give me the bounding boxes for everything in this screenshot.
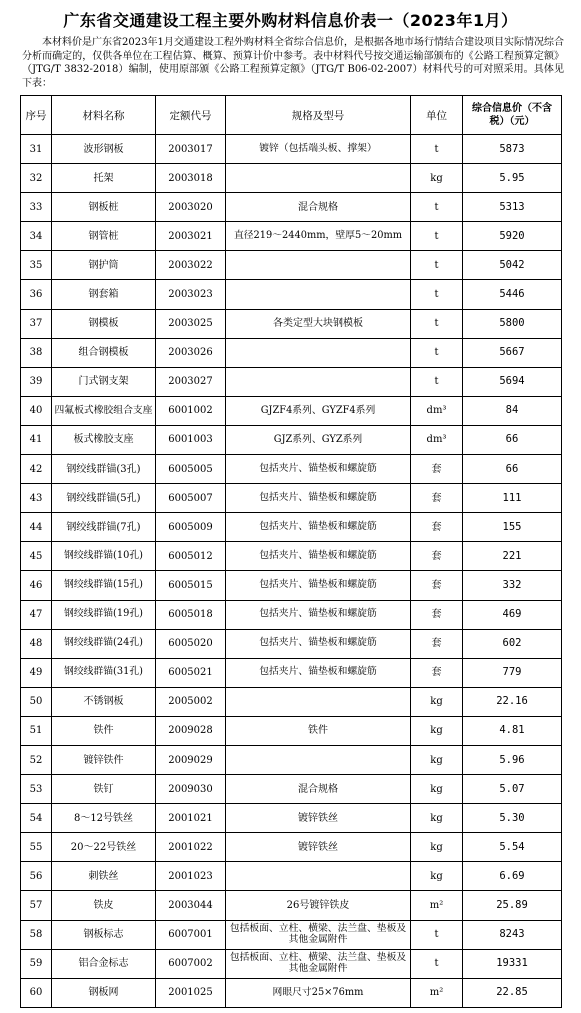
header-spec: 规格及型号 xyxy=(226,96,411,135)
cell-unit: t xyxy=(411,251,463,280)
cell-spec: 镀锌（包括端头板、撑架） xyxy=(226,135,411,164)
cell-spec: 包括夹片、锚垫板和螺旋筋 xyxy=(226,658,411,687)
cell-spec: 混合规格 xyxy=(226,193,411,222)
cell-price: 5042 xyxy=(463,251,562,280)
cell-index: 41 xyxy=(21,425,52,454)
cell-spec xyxy=(226,367,411,396)
cell-material-name: 不锈钢板 xyxy=(52,687,156,716)
cell-spec xyxy=(226,745,411,774)
table-row xyxy=(21,862,562,891)
cell-price: 221 xyxy=(463,542,562,571)
cell-unit: 套 xyxy=(411,600,463,629)
cell-unit: 套 xyxy=(411,513,463,542)
cell-unit: t xyxy=(411,338,463,367)
cell-price: 332 xyxy=(463,571,562,600)
table-row xyxy=(21,687,562,716)
cell-code: 6005018 xyxy=(156,600,226,629)
cell-code: 6005009 xyxy=(156,513,226,542)
table-row xyxy=(21,367,562,396)
table-row xyxy=(21,891,562,920)
cell-material-name: 钢套箱 xyxy=(52,280,156,309)
cell-unit: 套 xyxy=(411,455,463,484)
cell-material-name: 钢板标志 xyxy=(52,920,156,949)
cell-index: 60 xyxy=(21,978,52,1007)
cell-material-name: 钢板网 xyxy=(52,978,156,1007)
cell-unit: t xyxy=(411,920,463,949)
cell-price: 5873 xyxy=(463,135,562,164)
cell-price: 19331 xyxy=(463,949,562,978)
cell-material-name: 钢管桩 xyxy=(52,222,156,251)
cell-price: 66 xyxy=(463,455,562,484)
cell-price: 779 xyxy=(463,658,562,687)
cell-unit: kg xyxy=(411,775,463,804)
table-row xyxy=(21,164,562,193)
table-row xyxy=(21,920,562,949)
cell-index: 52 xyxy=(21,745,52,774)
table-row xyxy=(21,135,562,164)
cell-material-name: 波形钢板 xyxy=(52,135,156,164)
cell-price: 111 xyxy=(463,484,562,513)
cell-material-name: 钢绞线群锚(5孔) xyxy=(52,484,156,513)
cell-index: 51 xyxy=(21,716,52,745)
cell-price: 602 xyxy=(463,629,562,658)
cell-spec: 26号镀锌铁皮 xyxy=(226,891,411,920)
cell-price: 22.16 xyxy=(463,687,562,716)
cell-index: 47 xyxy=(21,600,52,629)
header-name: 材料名称 xyxy=(52,96,156,135)
table-row xyxy=(21,309,562,338)
cell-material-name: 钢板桩 xyxy=(52,193,156,222)
cell-spec: 包括夹片、锚垫板和螺旋筋 xyxy=(226,571,411,600)
cell-material-name: 铁钉 xyxy=(52,775,156,804)
cell-price: 5800 xyxy=(463,309,562,338)
cell-code: 2009030 xyxy=(156,775,226,804)
cell-price: 5446 xyxy=(463,280,562,309)
cell-spec xyxy=(226,862,411,891)
cell-code: 2003021 xyxy=(156,222,226,251)
cell-code: 2003020 xyxy=(156,193,226,222)
cell-price: 84 xyxy=(463,396,562,425)
cell-material-name: 钢护筒 xyxy=(52,251,156,280)
cell-unit: t xyxy=(411,280,463,309)
cell-index: 33 xyxy=(21,193,52,222)
cell-price: 4.81 xyxy=(463,716,562,745)
cell-price: 22.85 xyxy=(463,978,562,1007)
cell-spec: 包括夹片、锚垫板和螺旋筋 xyxy=(226,484,411,513)
cell-index: 44 xyxy=(21,513,52,542)
cell-code: 6001002 xyxy=(156,396,226,425)
table-row xyxy=(21,513,562,542)
cell-unit: t xyxy=(411,222,463,251)
cell-spec: 包括夹片、锚垫板和螺旋筋 xyxy=(226,542,411,571)
cell-code: 6005021 xyxy=(156,658,226,687)
cell-spec: 包括板面、立柱、横梁、法兰盘、垫板及其他金属附件 xyxy=(226,949,411,978)
cell-spec: 镀锌铁丝 xyxy=(226,804,411,833)
cell-material-name: 钢绞线群锚(15孔) xyxy=(52,571,156,600)
cell-index: 36 xyxy=(21,280,52,309)
cell-material-name: 20～22号铁丝 xyxy=(52,833,156,862)
cell-index: 59 xyxy=(21,949,52,978)
cell-code: 6005012 xyxy=(156,542,226,571)
cell-index: 32 xyxy=(21,164,52,193)
cell-index: 56 xyxy=(21,862,52,891)
cell-material-name: 镀锌铁件 xyxy=(52,745,156,774)
cell-index: 49 xyxy=(21,658,52,687)
cell-index: 34 xyxy=(21,222,52,251)
intro-paragraph: 本材料价是广东省2023年1月交通建设工程外购材料全省综合信息价，是根据各地市场行情结合建设项目实际情况综合分析而确定的，仅供各单位在工程估算、概算、预算计价中参考。表中材料代号按交通运输部颁布的《公路工程预算定额》（JTG/T 3832-2018）编制，使用原部颁《公路工程预算定额》（JTG/T B06-02-2007）材料代号的可对照采用。具体见下表： xyxy=(22,37,564,89)
cell-spec: GJZ系列、GYZ系列 xyxy=(226,425,411,454)
cell-unit: dm³ xyxy=(411,425,463,454)
cell-index: 42 xyxy=(21,455,52,484)
cell-index: 53 xyxy=(21,775,52,804)
cell-code: 2001022 xyxy=(156,833,226,862)
table-row xyxy=(21,280,562,309)
cell-material-name: 钢绞线群锚(31孔) xyxy=(52,658,156,687)
cell-material-name: 铁件 xyxy=(52,716,156,745)
cell-material-name: 铁皮 xyxy=(52,891,156,920)
table-row xyxy=(21,251,562,280)
cell-index: 57 xyxy=(21,891,52,920)
table-row xyxy=(21,716,562,745)
table-row xyxy=(21,745,562,774)
cell-price: 5313 xyxy=(463,193,562,222)
cell-spec xyxy=(226,338,411,367)
cell-code: 6005020 xyxy=(156,629,226,658)
table-row xyxy=(21,629,562,658)
cell-spec xyxy=(226,164,411,193)
table-row xyxy=(21,978,562,1007)
table-row xyxy=(21,338,562,367)
table-row xyxy=(21,484,562,513)
table-row xyxy=(21,193,562,222)
cell-price: 5.96 xyxy=(463,745,562,774)
cell-unit: kg xyxy=(411,745,463,774)
cell-code: 2003022 xyxy=(156,251,226,280)
cell-unit: kg xyxy=(411,862,463,891)
cell-code: 2009029 xyxy=(156,745,226,774)
cell-material-name: 钢绞线群锚(19孔) xyxy=(52,600,156,629)
cell-price: 8243 xyxy=(463,920,562,949)
cell-code: 2005002 xyxy=(156,687,226,716)
table-row xyxy=(21,804,562,833)
cell-code: 2001025 xyxy=(156,978,226,1007)
cell-spec: 铁件 xyxy=(226,716,411,745)
table-row xyxy=(21,455,562,484)
cell-spec: 网眼尺寸25×76mm xyxy=(226,978,411,1007)
cell-code: 2003025 xyxy=(156,309,226,338)
cell-spec: 包括夹片、锚垫板和螺旋筋 xyxy=(226,600,411,629)
cell-index: 50 xyxy=(21,687,52,716)
cell-material-name: 板式橡胶支座 xyxy=(52,425,156,454)
cell-spec: 包括夹片、锚垫板和螺旋筋 xyxy=(226,513,411,542)
cell-index: 43 xyxy=(21,484,52,513)
cell-material-name: 铝合金标志 xyxy=(52,949,156,978)
cell-code: 2009028 xyxy=(156,716,226,745)
cell-code: 2003027 xyxy=(156,367,226,396)
cell-index: 48 xyxy=(21,629,52,658)
cell-unit: dm³ xyxy=(411,396,463,425)
cell-index: 39 xyxy=(21,367,52,396)
cell-code: 2003026 xyxy=(156,338,226,367)
cell-material-name: 托架 xyxy=(52,164,156,193)
cell-price: 5667 xyxy=(463,338,562,367)
table-row xyxy=(21,571,562,600)
cell-code: 6005005 xyxy=(156,455,226,484)
page-title: 广东省交通建设工程主要外购材料信息价表一（2023年1月） xyxy=(63,11,518,30)
cell-unit: t xyxy=(411,367,463,396)
price-table xyxy=(20,95,562,1008)
cell-code: 2003044 xyxy=(156,891,226,920)
cell-spec xyxy=(226,251,411,280)
cell-price: 66 xyxy=(463,425,562,454)
cell-index: 35 xyxy=(21,251,52,280)
cell-price: 5.30 xyxy=(463,804,562,833)
cell-index: 31 xyxy=(21,135,52,164)
cell-index: 55 xyxy=(21,833,52,862)
table-row xyxy=(21,658,562,687)
cell-unit: t xyxy=(411,135,463,164)
cell-material-name: 钢绞线群锚(3孔) xyxy=(52,455,156,484)
cell-price: 5.07 xyxy=(463,775,562,804)
table-row xyxy=(21,425,562,454)
cell-material-name: 组合钢模板 xyxy=(52,338,156,367)
header-code: 定额代号 xyxy=(156,96,226,135)
cell-unit: t xyxy=(411,193,463,222)
cell-code: 2003023 xyxy=(156,280,226,309)
cell-code: 2003017 xyxy=(156,135,226,164)
cell-price: 5920 xyxy=(463,222,562,251)
table-row xyxy=(21,222,562,251)
cell-index: 38 xyxy=(21,338,52,367)
cell-spec: 镀锌铁丝 xyxy=(226,833,411,862)
cell-spec: 包括夹片、锚垫板和螺旋筋 xyxy=(226,455,411,484)
cell-code: 2001023 xyxy=(156,862,226,891)
cell-spec: 各类定型大块钢模板 xyxy=(226,309,411,338)
cell-material-name: 8～12号铁丝 xyxy=(52,804,156,833)
cell-index: 37 xyxy=(21,309,52,338)
cell-code: 2001021 xyxy=(156,804,226,833)
cell-price: 5.95 xyxy=(463,164,562,193)
cell-index: 54 xyxy=(21,804,52,833)
header-unit: 单位 xyxy=(411,96,463,135)
cell-unit: kg xyxy=(411,687,463,716)
cell-index: 46 xyxy=(21,571,52,600)
cell-index: 40 xyxy=(21,396,52,425)
cell-unit: 套 xyxy=(411,484,463,513)
cell-spec xyxy=(226,687,411,716)
table-row xyxy=(21,542,562,571)
cell-index: 45 xyxy=(21,542,52,571)
cell-unit: kg xyxy=(411,833,463,862)
table-header-row xyxy=(21,96,562,135)
cell-price: 25.89 xyxy=(463,891,562,920)
cell-code: 6007002 xyxy=(156,949,226,978)
cell-code: 2003018 xyxy=(156,164,226,193)
cell-unit: kg xyxy=(411,804,463,833)
cell-unit: t xyxy=(411,949,463,978)
cell-spec: 包括夹片、锚垫板和螺旋筋 xyxy=(226,629,411,658)
cell-price: 5694 xyxy=(463,367,562,396)
cell-spec: 直径219～2440mm，壁厚5～20mm xyxy=(226,222,411,251)
cell-unit: kg xyxy=(411,716,463,745)
cell-unit: 套 xyxy=(411,629,463,658)
cell-price: 6.69 xyxy=(463,862,562,891)
table-row xyxy=(21,396,562,425)
cell-code: 6007001 xyxy=(156,920,226,949)
cell-material-name: 钢模板 xyxy=(52,309,156,338)
cell-spec: GJZF4系列、GYZF4系列 xyxy=(226,396,411,425)
cell-spec: 包括板面、立柱、横梁、法兰盘、垫板及其他金属附件 xyxy=(226,920,411,949)
table-row xyxy=(21,949,562,978)
cell-unit: 套 xyxy=(411,542,463,571)
cell-material-name: 钢绞线群锚(7孔) xyxy=(52,513,156,542)
cell-index: 58 xyxy=(21,920,52,949)
cell-material-name: 刺铁丝 xyxy=(52,862,156,891)
table-row xyxy=(21,775,562,804)
cell-code: 6005015 xyxy=(156,571,226,600)
cell-spec: 混合规格 xyxy=(226,775,411,804)
table-row xyxy=(21,600,562,629)
cell-material-name: 钢绞线群锚(10孔) xyxy=(52,542,156,571)
cell-spec xyxy=(226,280,411,309)
cell-unit: 套 xyxy=(411,571,463,600)
cell-unit: m² xyxy=(411,978,463,1007)
cell-price: 469 xyxy=(463,600,562,629)
cell-unit: m² xyxy=(411,891,463,920)
header-price: 综合信息价（不含税）（元） xyxy=(463,96,562,135)
cell-unit: t xyxy=(411,309,463,338)
table-row xyxy=(21,833,562,862)
cell-price: 5.54 xyxy=(463,833,562,862)
cell-material-name: 四氟板式橡胶组合支座 xyxy=(52,396,156,425)
cell-material-name: 门式钢支架 xyxy=(52,367,156,396)
cell-unit: 套 xyxy=(411,658,463,687)
cell-code: 6001003 xyxy=(156,425,226,454)
header-index: 序号 xyxy=(21,96,52,135)
table-body xyxy=(21,135,562,1008)
cell-price: 155 xyxy=(463,513,562,542)
cell-unit: kg xyxy=(411,164,463,193)
cell-material-name: 钢绞线群锚(24孔) xyxy=(52,629,156,658)
cell-code: 6005007 xyxy=(156,484,226,513)
